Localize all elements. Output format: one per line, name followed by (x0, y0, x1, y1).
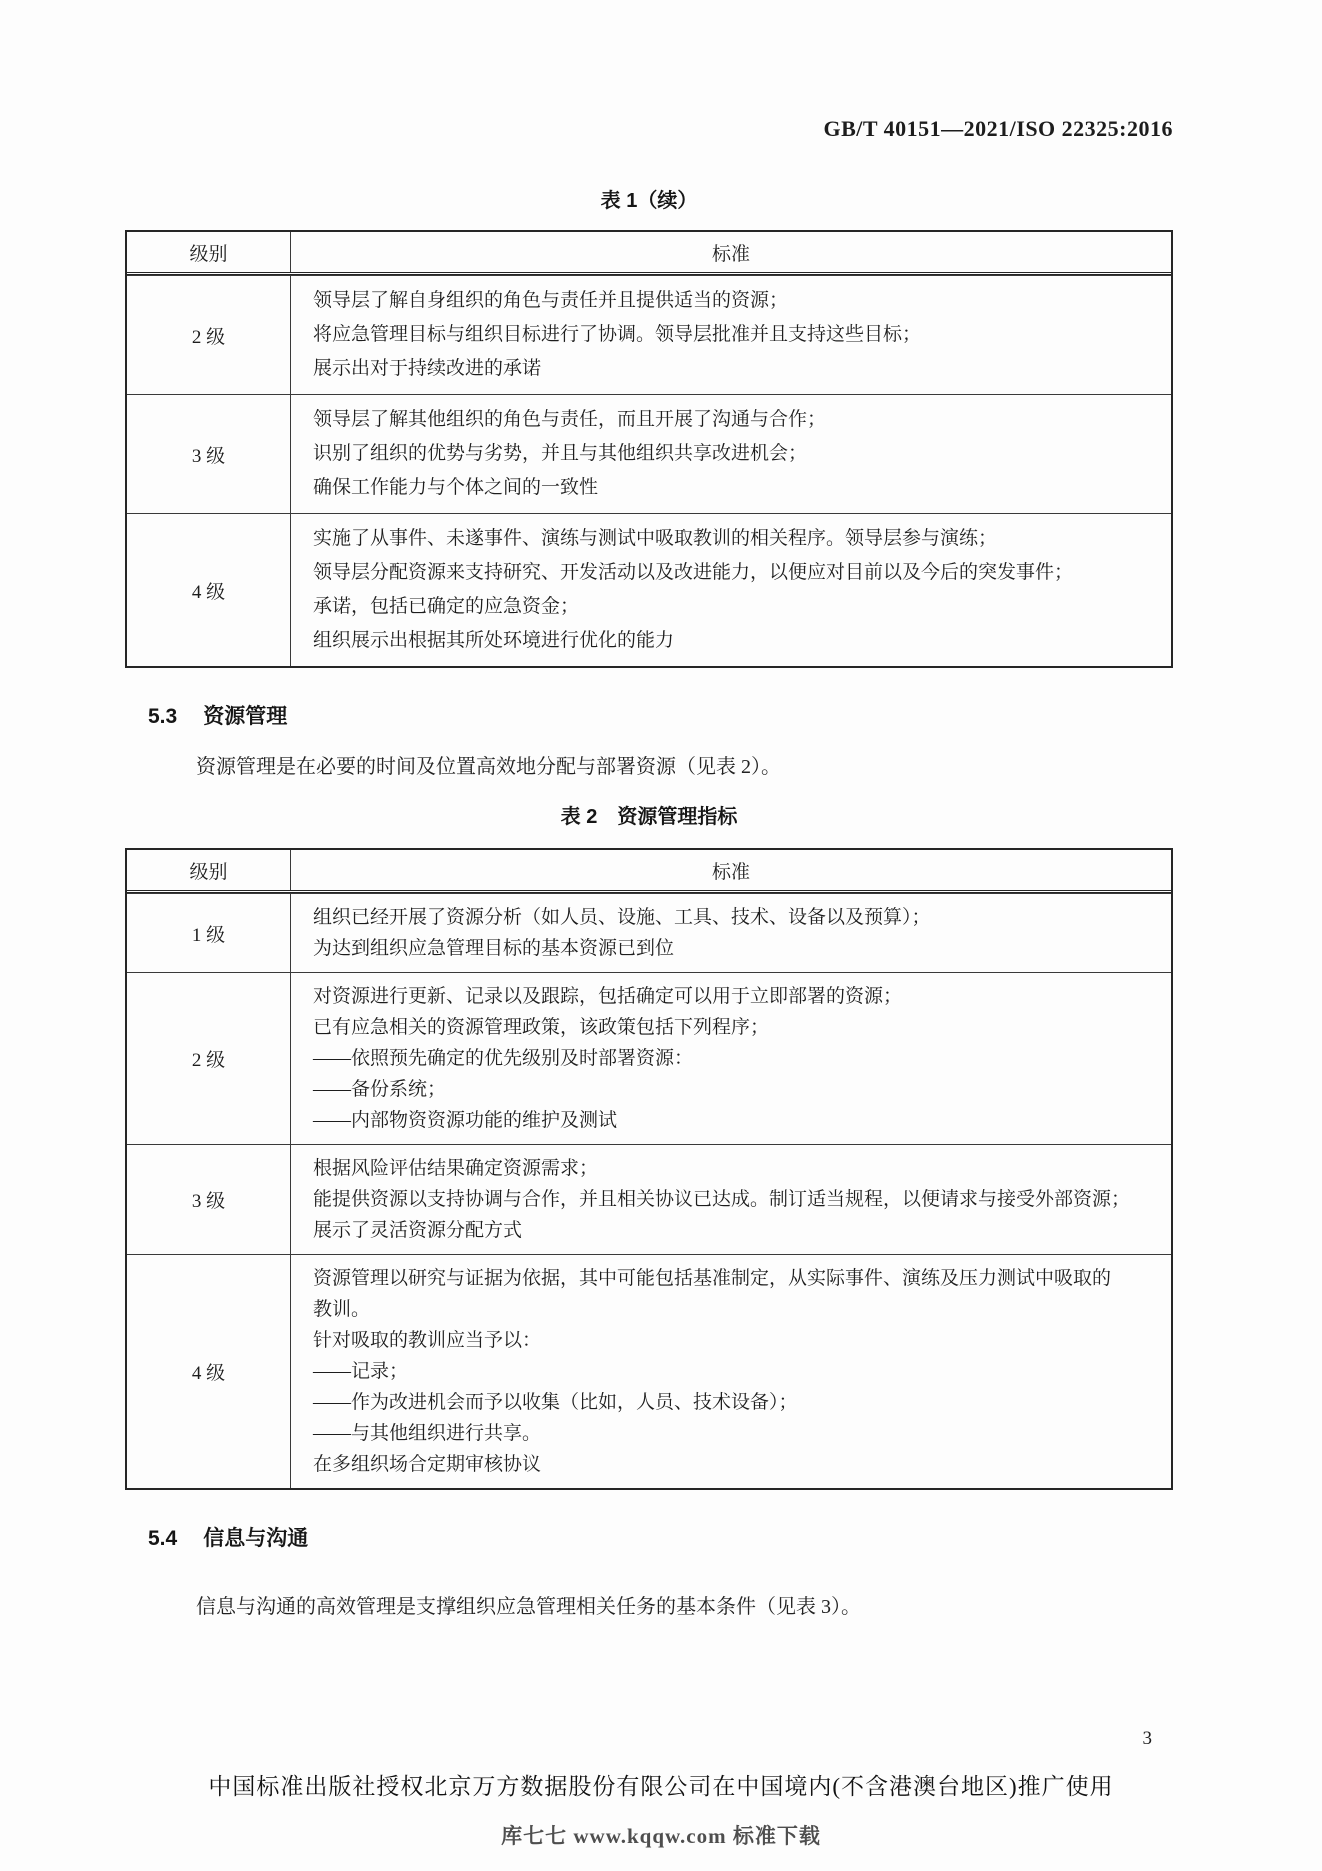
criteria-line: 在多组织场合定期审核协议 (313, 1454, 542, 1475)
standard-number-header: GB/T 40151—2021/ISO 22325:2016 (823, 116, 1173, 141)
criteria-line: 确保工作能力与个体之间的一致性 (313, 477, 599, 498)
table1-header-criteria: 标准 (711, 243, 750, 265)
section-5-4-paragraph: 信息与沟通的高效管理是支撑组织应急管理相关任务的基本条件（见表 3）。 (196, 1596, 861, 1618)
criteria-line: 资源管理以研究与证据为依据，其中可能包括基准制定，从实际事件、演练及压力测试中吸取的 (313, 1268, 1112, 1289)
table-row (127, 394, 1171, 513)
criteria-line: 能提供资源以支持协调与合作，并且相关协议已达成。制订适当规程，以便请求与接受外部资源； (313, 1189, 1131, 1210)
criteria-line: ——备份系统； (313, 1079, 447, 1100)
criteria-line: 识别了组织的优势与劣势，并且与其他组织共享改进机会； (313, 443, 808, 464)
criteria-line: 针对吸取的教训应当予以： (313, 1330, 542, 1351)
criteria-line: 领导层了解自身组织的角色与责任并且提供适当的资源； (313, 290, 789, 311)
criteria-line: 领导层分配资源来支持研究、开发活动以及改进能力，以便应对目前以及今后的突发事件； (313, 562, 1074, 583)
criteria-line: 展示了灵活资源分配方式 (313, 1220, 523, 1241)
criteria-line: ——与其他组织进行共享。 (313, 1423, 542, 1444)
section-heading-5-3 (148, 700, 287, 730)
table1-header-row (127, 232, 1171, 275)
table-row (127, 1144, 1171, 1254)
table1-caption: 表 1（续） (600, 190, 698, 212)
criteria-line: 领导层了解其他组织的角色与责任，而且开展了沟通与合作； (313, 409, 827, 430)
page-number: 3 (1142, 1728, 1152, 1749)
section-number: 5.3 (148, 705, 178, 728)
table-row (127, 893, 1171, 972)
criteria-line: 承诺，包括已确定的应急资金； (313, 596, 580, 617)
table-row (127, 513, 1171, 666)
footer-authorization-text: 中国标准出版社授权北京万方数据股份有限公司在中国境内(不含港澳台地区)推广使用 (208, 1774, 1114, 1799)
table1-header-level: 级别 (127, 232, 291, 272)
criteria-line: 组织已经开展了资源分析（如人员、设施、工具、技术、设备以及预算）； (313, 907, 931, 928)
criteria-line: 教训。 (313, 1299, 371, 1320)
criteria-line: ——记录； (313, 1361, 409, 1382)
criteria-line: 组织展示出根据其所处环境进行优化的能力 (313, 630, 675, 651)
criteria-cell (291, 894, 1171, 972)
level-cell: 1 级 (127, 894, 291, 972)
table2-header-row (127, 850, 1171, 893)
criteria-line: 为达到组织应急管理目标的基本资源已到位 (313, 938, 675, 959)
table-row (127, 972, 1171, 1144)
table-row (127, 275, 1171, 394)
criteria-line: 将应急管理目标与组织目标进行了协调。领导层批准并且支持这些目标； (313, 324, 922, 345)
table2 (125, 848, 1173, 1490)
level-cell: 2 级 (127, 276, 291, 394)
table2-header-criteria: 标准 (711, 861, 750, 883)
criteria-cell (291, 1145, 1171, 1254)
criteria-line: ——依照预先确定的优先级别及时部署资源： (313, 1048, 694, 1069)
footer-watermark: 库七七 www.kqqw.com 标准下载 (501, 1824, 821, 1848)
level-cell: 4 级 (127, 1255, 291, 1488)
section-heading-5-4 (148, 1522, 308, 1552)
criteria-cell (291, 514, 1171, 666)
criteria-cell (291, 973, 1171, 1144)
section-title: 资源管理 (203, 705, 288, 728)
criteria-line: 已有应急相关的资源管理政策，该政策包括下列程序； (313, 1017, 770, 1038)
level-cell: 4 级 (127, 514, 291, 666)
criteria-line: ——内部物资资源功能的维护及测试 (313, 1110, 618, 1131)
criteria-line: 根据风险评估结果确定资源需求； (313, 1158, 599, 1179)
level-cell: 3 级 (127, 1145, 291, 1254)
criteria-line: ——作为改进机会而予以收集（比如，人员、技术设备）； (313, 1392, 798, 1413)
table1 (125, 230, 1173, 668)
criteria-line: 对资源进行更新、记录以及跟踪，包括确定可以用于立即部署的资源； (313, 986, 903, 1007)
table2-header-level: 级别 (127, 850, 291, 890)
criteria-cell (291, 1255, 1171, 1488)
section-number: 5.4 (148, 1527, 178, 1550)
section-5-3-paragraph: 资源管理是在必要的时间及位置高效地分配与部署资源（见表 2）。 (196, 756, 781, 778)
table-row (127, 1254, 1171, 1488)
criteria-line: 实施了从事件、未遂事件、演练与测试中吸取教训的相关程序。领导层参与演练； (313, 528, 998, 549)
level-cell: 3 级 (127, 395, 291, 513)
table2-caption: 表 2 资源管理指标 (560, 806, 738, 828)
level-cell: 2 级 (127, 973, 291, 1144)
criteria-line: 展示出对于持续改进的承诺 (313, 358, 542, 379)
criteria-cell (291, 395, 1171, 513)
section-title: 信息与沟通 (203, 1527, 309, 1550)
criteria-cell (291, 276, 1171, 394)
